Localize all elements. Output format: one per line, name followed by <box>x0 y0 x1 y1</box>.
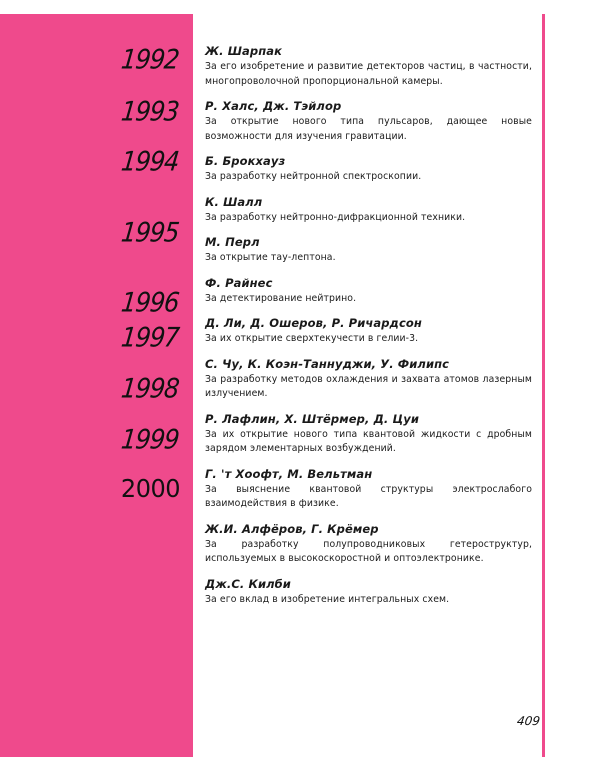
laureate-description: За открытие нового типа пульсаров, дающее новые возможности для изучения гравитации. <box>205 116 532 142</box>
laureate-entry <box>205 467 532 512</box>
laureate-names: Ф. Райнес <box>205 275 273 290</box>
laureate-description: За разработку полупроводниковых гетероструктур, используемых в высокоскоростной и оптоэлектронике. <box>205 538 532 564</box>
year-label: 1997 <box>119 322 180 354</box>
year-label: 1993 <box>119 96 180 128</box>
year-label: 2000 <box>120 474 180 504</box>
laureate-entry <box>205 357 532 402</box>
laureate-entry <box>205 412 532 457</box>
year-label: 1992 <box>119 44 180 76</box>
laureate-names: Р. Халс, Дж. Тэйлор <box>205 99 342 113</box>
laureate-entry <box>205 276 532 307</box>
laureate-description: За их открытие сверхтекучести в гелии-3. <box>205 333 419 344</box>
laureate-description: За выяснение квантовой структуры электрослабого взаимодействия в физике. <box>205 483 532 509</box>
laureate-description: За разработку методов охлаждения и захвата атомов лазерным излучением. <box>205 373 532 399</box>
laureate-names: С. Чу, К. Коэн-Таннуджи, У. Филипс <box>205 356 450 371</box>
laureate-description: За детектирование нейтрино. <box>205 292 357 304</box>
laureate-entry <box>205 195 532 226</box>
laureate-entry <box>205 99 532 144</box>
year-label: 1995 <box>119 217 180 249</box>
laureate-names: Ж.И. Алфёров, Г. Крёмер <box>205 521 379 536</box>
year-label: 1998 <box>119 373 180 405</box>
laureate-entry <box>205 316 532 347</box>
page-number: 409 <box>516 714 541 728</box>
year-label: 1994 <box>119 146 180 178</box>
laureate-names: К. Шалл <box>205 194 263 209</box>
laureate-entry <box>205 44 532 89</box>
laureate-entry <box>205 154 532 185</box>
laureate-names: Ж. Шарпак <box>205 44 283 58</box>
laureate-description: За его изобретение и развитие детекторов частиц, в частности, многопроволочной пропорциональной камеры. <box>205 61 532 87</box>
laureate-names: Р. Лафлин, Х. Штёрмер, Д. Цуи <box>205 411 420 426</box>
right-vertical-rule <box>542 14 545 757</box>
laureate-description: За их открытие нового типа квантовой жидкости с дробным зарядом элементарных возбуждений. <box>205 428 532 454</box>
laureate-description: За разработку нейтронно-дифракционной техники. <box>205 211 466 223</box>
year-label: 1996 <box>119 287 180 319</box>
laureate-names: Г. 'т Хоофт, М. Вельтман <box>205 466 373 481</box>
laureate-names: М. Перл <box>205 235 260 249</box>
laureate-entry <box>205 235 532 266</box>
laureate-names: Д. Ли, Д. Ошеров, Р. Ричардсон <box>205 316 422 330</box>
laureate-entry <box>205 522 532 567</box>
laureate-entry <box>205 577 532 608</box>
laureate-names: Дж.С. Килби <box>205 576 291 591</box>
laureate-list <box>205 44 532 607</box>
laureate-description: За разработку нейтронной спектроскопии. <box>205 171 422 182</box>
laureate-description: За открытие тау-лептона. <box>205 252 336 263</box>
laureate-description: За его вклад в изобретение интегральных схем. <box>205 593 450 605</box>
laureate-names: Б. Брокхауз <box>205 154 286 168</box>
year-label: 1999 <box>119 424 180 456</box>
